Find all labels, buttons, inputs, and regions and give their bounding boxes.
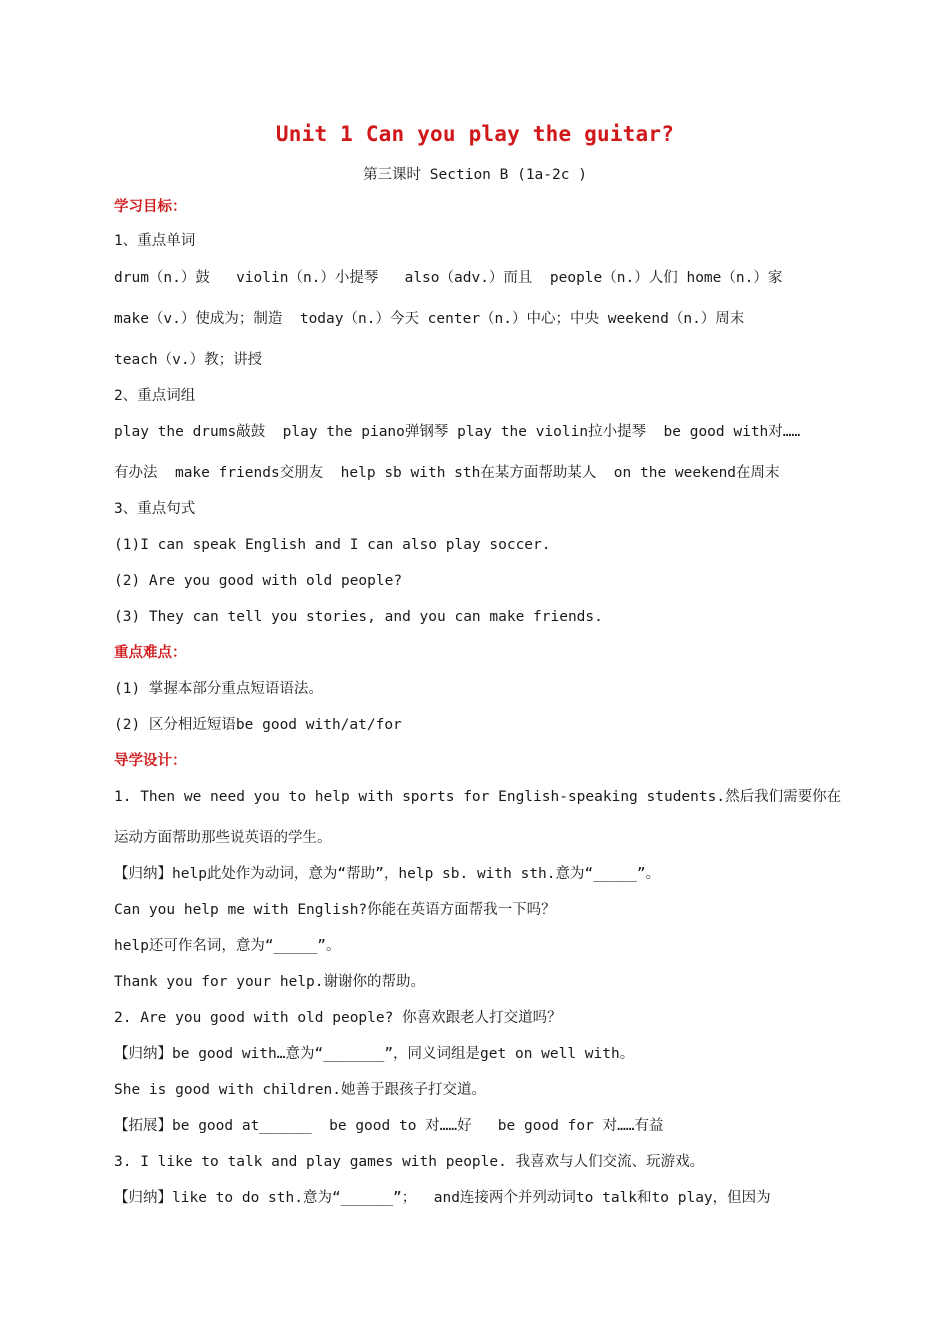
text-line: 1. Then we need you to help with sports for English-speaking students.然后我们需要你在 (114, 789, 842, 805)
text-line: make（v.）使成为；制造 today（n.）今天 center（n.）中心；中央 weekend（n.）周末 (114, 311, 745, 327)
text-line: drum（n.）鼓 violin（n.）小提琴 also（adv.）而且 people（n.）人们 home（n.）家 (114, 270, 783, 286)
text-line: 3、重点句式 (114, 501, 196, 517)
heading-learning-goals: 学习目标： (114, 199, 187, 215)
text-line: 2、重点词组 (114, 388, 196, 404)
text-line: 【拓展】be good at______ be good to 对……好 be good for 对……有益 (114, 1118, 664, 1134)
text-line: (1) 掌握本部分重点短语语法。 (114, 681, 323, 697)
text-line: 【归纳】like to do sth.意为“______”； and连接两个并列动词to talk和to play，但因为 (114, 1190, 771, 1206)
page-subtitle: 第三课时 Section B (1a-2c ) (363, 167, 587, 183)
text-line: 2. Are you good with old people? 你喜欢跟老人打交道吗？ (114, 1010, 562, 1026)
text-line: Thank you for your help.谢谢你的帮助。 (114, 974, 426, 990)
text-line: She is good with children.她善于跟孩子打交道。 (114, 1082, 486, 1098)
text-line: 【归纳】be good with…意为“_______”，同义词组是get on well with。 (114, 1046, 635, 1062)
text-line: 3. I like to talk and play games with people. 我喜欢与人们交流、玩游戏。 (114, 1154, 705, 1170)
text-line: play the drums敲鼓 play the piano弹钢琴 play the violin拉小提琴 be good with对…… (114, 424, 801, 440)
text-line: 1、重点单词 (114, 233, 196, 249)
text-line: teach（v.）教；讲授 (114, 352, 263, 368)
text-line: 运动方面帮助那些说英语的学生。 (114, 830, 332, 846)
heading-guided-design: 导学设计： (114, 753, 187, 769)
page-title: Unit 1 Can you play the guitar? (275, 122, 675, 146)
text-line: 【归纳】help此处作为动词，意为“帮助”，help sb. with sth.意为“_____”。 (114, 866, 661, 882)
text-line: help还可作名词，意为“_____”。 (114, 938, 341, 954)
text-line: 有办法 make friends交朋友 help sb with sth在某方面帮助某人 on the weekend在周末 (114, 465, 780, 481)
text-line: Can you help me with English?你能在英语方面帮我一下吗？ (114, 902, 556, 918)
text-line: (2) Are you good with old people? (114, 573, 403, 589)
text-line: (3) They can tell you stories, and you can make friends. (114, 609, 603, 625)
heading-key-points: 重点难点： (114, 645, 187, 661)
text-line: (2) 区分相近短语be good with/at/for (114, 717, 402, 733)
text-line: (1)I can speak English and I can also play soccer. (114, 537, 551, 553)
